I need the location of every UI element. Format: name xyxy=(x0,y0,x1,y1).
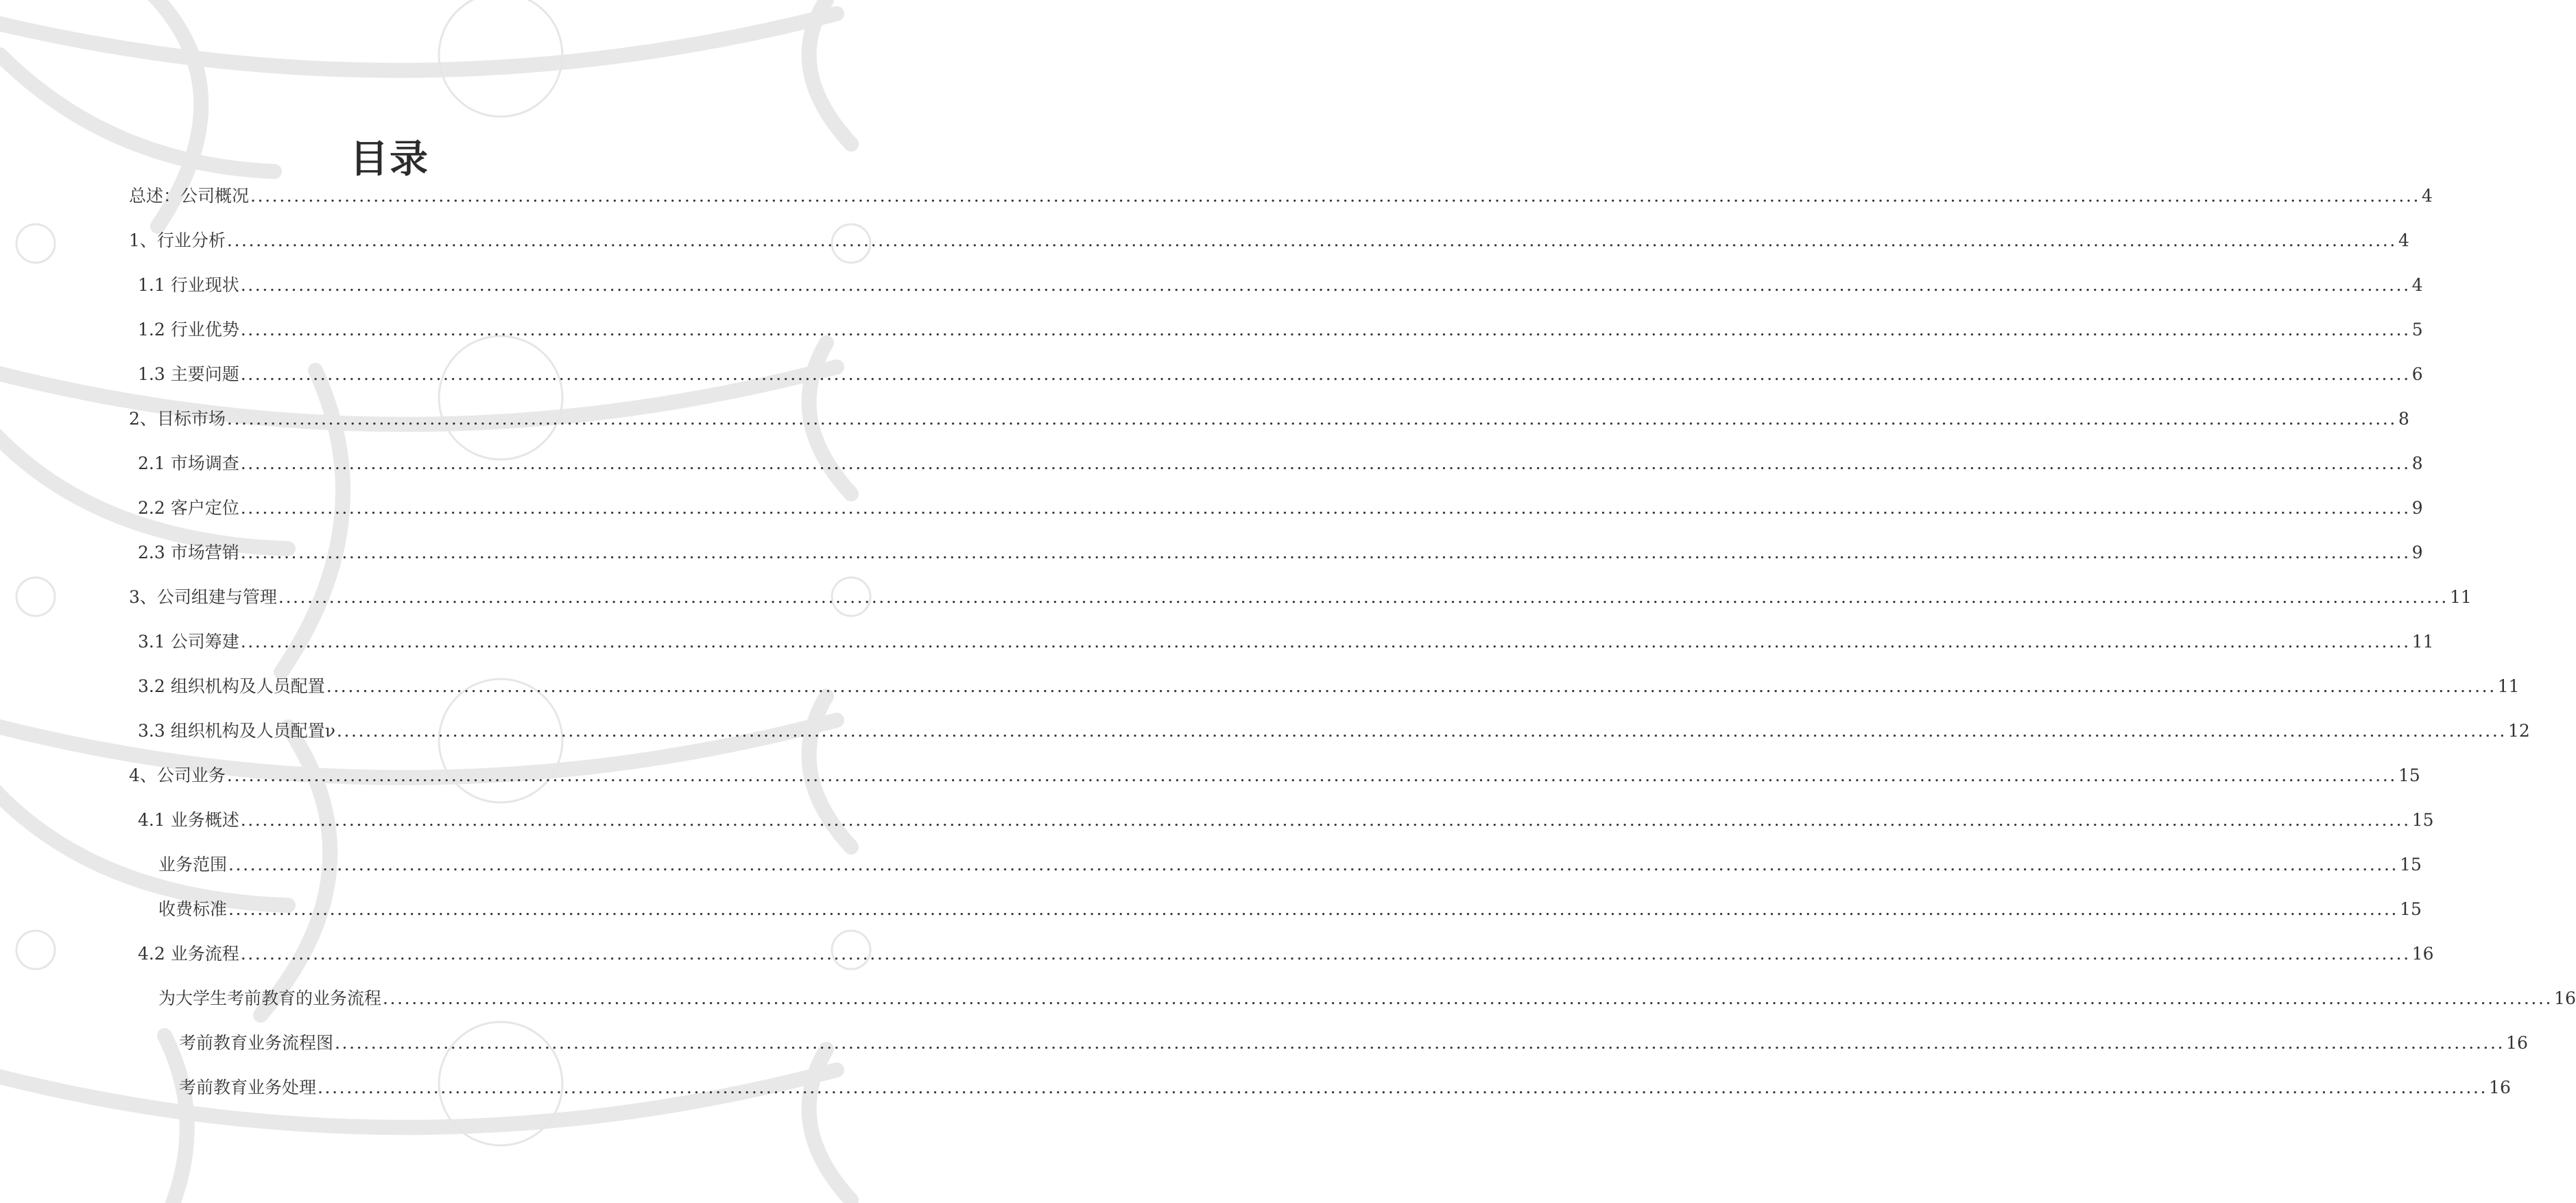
toc-entry[interactable] xyxy=(138,670,2520,698)
toc-entry-label: 1.3 主要问题 xyxy=(138,364,239,384)
toc-entry-page: 12 xyxy=(2507,721,2530,741)
toc-entry-page: 16 xyxy=(2554,988,2576,1008)
toc-entry-label: 4、公司业务 xyxy=(129,765,226,785)
toc-entry-page: 4 xyxy=(2398,230,2409,250)
toc-entry[interactable] xyxy=(129,224,2409,252)
toc-entry[interactable] xyxy=(138,447,2423,475)
toc-entry-page: 15 xyxy=(2400,855,2422,874)
toc-leader-dots: ............................................................................................................................................................................................................................................................................................................ xyxy=(240,498,2411,518)
toc-entry[interactable] xyxy=(138,626,2434,653)
toc-entry-page: 11 xyxy=(2449,587,2472,607)
toc-entry[interactable] xyxy=(158,893,2422,920)
toc-entry[interactable] xyxy=(138,492,2423,519)
toc-entry[interactable] xyxy=(129,759,2420,787)
toc-leader-dots: ............................................................................................................................................................................................................................................................................................................ xyxy=(226,230,2397,250)
toc-entry-label: 1.1 行业现状 xyxy=(138,275,239,295)
toc-leader-dots: ............................................................................................................................................................................................................................................................................................................ xyxy=(228,899,2399,919)
toc-leader-dots: ............................................................................................................................................................................................................................................................................................................ xyxy=(240,810,2411,830)
toc-entry-page: 9 xyxy=(2411,498,2423,518)
toc-leader-dots: ............................................................................................................................................................................................................................................................................................................ xyxy=(240,320,2411,340)
toc-leader-dots: ............................................................................................................................................................................................................................................................................................................ xyxy=(240,364,2411,384)
toc-entry[interactable] xyxy=(138,804,2434,831)
toc-entry-page: 8 xyxy=(2398,409,2409,429)
toc-entry-page: 15 xyxy=(2400,899,2422,919)
toc-leader-dots: ............................................................................................................................................................................................................................................................................................................ xyxy=(240,944,2411,964)
toc-entry-label: 1、行业分析 xyxy=(129,230,226,250)
toc-entry-label: 总述：公司概况 xyxy=(129,186,250,206)
toc-entry-label: 3.2 组织机构及人员配置 xyxy=(138,676,325,696)
toc-leader-dots: ............................................................................................................................................................................................................................................................................................................ xyxy=(240,543,2411,562)
toc-entry-label: 2.3 市场营销 xyxy=(138,543,239,562)
toc-leader-dots: ............................................................................................................................................................................................................................................................................................................ xyxy=(336,721,2507,741)
toc-entry-label: 3、公司组建与管理 xyxy=(129,587,277,607)
toc-entry[interactable] xyxy=(129,180,2433,207)
toc-entry-label: 业务范围 xyxy=(158,855,228,874)
toc-leader-dots: ............................................................................................................................................................................................................................................................................................................ xyxy=(318,1077,2488,1097)
toc-entry-label: 收费标准 xyxy=(158,899,228,919)
toc-entry[interactable] xyxy=(179,1071,2511,1099)
toc-entry-label: 考前教育业务流程图 xyxy=(179,1033,334,1053)
toc-entry-label: 1.2 行业优势 xyxy=(138,320,239,340)
toc-entry-label: 4.2 业务流程 xyxy=(138,944,239,964)
toc-leader-dots: ............................................................................................................................................................................................................................................................................................................ xyxy=(278,587,2448,607)
toc-leader-dots: ............................................................................................................................................................................................................................................................................................................ xyxy=(228,855,2399,874)
toc-entry-label: 2、目标市场 xyxy=(129,409,226,429)
toc-entry[interactable] xyxy=(138,715,2530,742)
toc-entry-page: 4 xyxy=(2422,186,2433,206)
toc-entry-label: 3.3 组织机构及人员配置ν xyxy=(138,721,335,741)
toc-entry-page: 16 xyxy=(2506,1033,2528,1053)
toc-entry-page: 16 xyxy=(2489,1077,2511,1097)
toc-entry[interactable] xyxy=(138,313,2423,341)
toc-entry-page: 6 xyxy=(2411,364,2423,384)
toc-entry-label: 3.1 公司筹建 xyxy=(138,632,239,652)
page-title: 目录 xyxy=(350,136,429,182)
toc-entry-page: 9 xyxy=(2411,543,2423,562)
toc-entry[interactable] xyxy=(138,938,2434,965)
toc-leader-dots: ............................................................................................................................................................................................................................................................................................................ xyxy=(240,632,2411,652)
toc-leader-dots: ............................................................................................................................................................................................................................................................................................................ xyxy=(240,453,2411,473)
toc-entry-page: 15 xyxy=(2398,765,2420,785)
toc-entry-page: 15 xyxy=(2411,810,2434,830)
toc-entry[interactable] xyxy=(138,358,2423,385)
toc-entry-label: 2.2 客户定位 xyxy=(138,498,239,518)
toc-leader-dots: ............................................................................................................................................................................................................................................................................................................ xyxy=(326,676,2496,696)
toc-entry-label: 4.1 业务概述 xyxy=(138,810,239,830)
toc-entry-label: 为大学生考前教育的业务流程 xyxy=(158,988,382,1008)
toc-leader-dots: ............................................................................................................................................................................................................................................................................................................ xyxy=(383,988,2553,1008)
toc-entry-page: 11 xyxy=(2411,632,2434,652)
toc-entry-label: 2.1 市场调查 xyxy=(138,453,239,473)
toc-entry[interactable] xyxy=(158,982,2576,1010)
toc-leader-dots: ............................................................................................................................................................................................................................................................................................................ xyxy=(240,275,2411,295)
toc-leader-dots: ............................................................................................................................................................................................................................................................................................................ xyxy=(335,1033,2505,1053)
toc-entry-page: 16 xyxy=(2411,944,2434,964)
toc-entry-page: 11 xyxy=(2497,676,2520,696)
toc-entry-page: 4 xyxy=(2411,275,2423,295)
toc-entry[interactable] xyxy=(138,536,2423,564)
toc-entry-page: 5 xyxy=(2411,320,2423,340)
toc-entry[interactable] xyxy=(138,269,2423,296)
toc-entry-label: 考前教育业务处理 xyxy=(179,1077,317,1097)
toc-leader-dots: ............................................................................................................................................................................................................................................................................................................ xyxy=(250,186,2421,206)
toc-entry[interactable] xyxy=(129,403,2409,430)
toc-entry[interactable] xyxy=(129,581,2472,608)
toc-leader-dots: ............................................................................................................................................................................................................................................................................................................ xyxy=(226,765,2397,785)
toc-entry-page: 8 xyxy=(2411,453,2423,473)
toc-entry[interactable] xyxy=(158,848,2422,876)
toc-entry[interactable] xyxy=(179,1027,2528,1054)
toc-leader-dots: ............................................................................................................................................................................................................................................................................................................ xyxy=(226,409,2397,429)
